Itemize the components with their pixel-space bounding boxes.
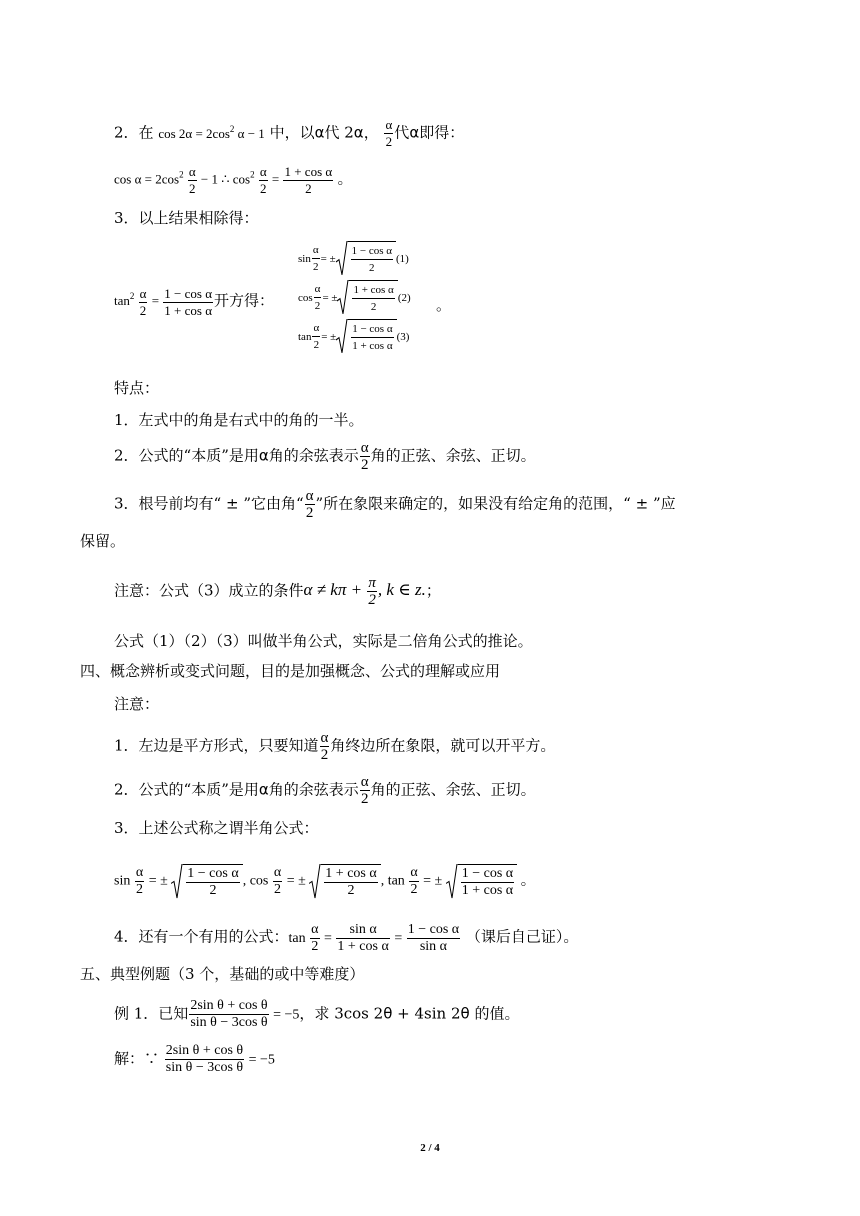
formula-cos-half: $\cos \alpha = 2\cos^2$ $\frac{\alpha}{2}$ − 1 ∴ $\cos^2$ $\frac{\alpha}{2}$ = $\frac{\text{1 + cos α}}{2}$ 。: [114, 164, 353, 196]
example-1: 例 1．已知 $\frac{\text{2sin θ + cos θ}}{\text{sin θ − 3cos θ}}$ = −5，求 3cos 2θ + 4sin 2θ 的值。: [114, 998, 520, 1030]
text: 开方得：: [214, 291, 275, 310]
note-1: 1．左边是平方形式，只要知道 $\frac{\alpha}{2}$ 角终边所在象限，就可以开平方。: [114, 730, 556, 763]
alpha-symbol: α: [314, 123, 325, 142]
section-5-heading: 五、典型例题（3 个，基础的或中等难度）: [80, 965, 365, 983]
text: 中，以: [269, 123, 315, 142]
heading-features: 特点：: [114, 379, 160, 397]
alpha-symbol: α: [353, 123, 364, 142]
section-4-heading: 四、概念辨析或变式问题，目的是加强概念、公式的理解或应用: [80, 662, 501, 680]
text: 代: [394, 123, 410, 142]
text: 即得：: [419, 123, 465, 142]
formula-cos2a: $\cos 2\alpha = 2\cos^2$ α − 1: [158, 123, 265, 141]
summary: 公式（1）（2）（3）叫做半角公式，实际是二倍角公式的推论。: [114, 632, 533, 650]
text: ，: [363, 123, 379, 142]
fraction-alpha-half: $\frac{\alpha}{2}$: [385, 117, 393, 149]
note-condition: 注意：公式（3）成立的条件α ≠ kπ + $\frac{\pi}{2}$ , k ∈ z.；: [114, 575, 441, 608]
formula-tan-squared: $\tan^2$ $\frac{\alpha}{2}$ = $\frac{\text{1 − cos α}}{\text{1 + cos α}}$ 开方得：: [114, 286, 275, 318]
feature-3-cont: 保留。: [80, 532, 126, 550]
note-3: 3．上述公式称之谓半角公式：: [114, 819, 319, 837]
formula-sin-half: sin $\frac{\alpha}{2}$ = ± $\frac{\text{1 − cos α}}{2}$ (1): [298, 239, 411, 278]
formula-cos-half-root: cos $\frac{\alpha}{2}$ = ± $\frac{\text{1 + cos α}}{2}$ (2): [298, 278, 411, 317]
text: 代 2: [324, 123, 354, 142]
note-2: 2．公式的“本质”是用α角的余弦表示 $\frac{\alpha}{2}$ 角的正弦、余弦、正切。: [114, 774, 536, 807]
half-angle-stack: [298, 239, 411, 356]
feature-3: 3．根号前均有“ ± ”它由角“ $\frac{\alpha}{2}$ ”所在象限来确定的，如果没有给定角的范围，“ ± ”应: [114, 488, 676, 521]
formula-tan-half-root: tan $\frac{\alpha}{2}$ = ± $\frac{\text{1 − cos α}}{\text{1 + cos α}}$ (3): [298, 317, 411, 356]
feature-1: 1．左式中的角是右式中的角的一半。: [114, 411, 364, 429]
feature-2: 2．公式的“本质”是用α角的余弦表示 $\frac{\alpha}{2}$ 角的正弦、余弦、正切。: [114, 440, 536, 473]
text: 2．在: [114, 123, 154, 142]
page-number: 2 / 4: [420, 1142, 440, 1154]
line-substitution: [114, 117, 464, 150]
solution-start: 解：∵ $\frac{\text{2sin θ + cos θ}}{\text{sin θ − 3cos θ}}$ = −5: [114, 1043, 275, 1075]
text-period: 。: [436, 296, 452, 314]
half-angle-formulas: sin $\frac{\alpha}{2}$ = ± $\frac{\text{1 − cos α}}{2}$ , cos $\frac{\alpha}{2}$ = ± $\frac{\text{1 + cos α}}{2}$ , tan $\frac{\alpha}{2}$ = ± $\frac{\text{1 − cos α}}{\text{1 + cos α}}$ 。: [114, 865, 536, 898]
note-heading: 注意：: [114, 695, 160, 713]
text-divide: 3．以上结果相除得：: [114, 209, 259, 227]
note-4: 4．还有一个有用的公式：tan $\frac{\alpha}{2}$ = $\frac{\text{sin α}}{\text{1 + cos α}}$ = $\frac{\text{1 − cos α}}{\text{sin α}}$ （课后自己证）。: [114, 922, 579, 954]
alpha-symbol: α: [409, 123, 420, 142]
